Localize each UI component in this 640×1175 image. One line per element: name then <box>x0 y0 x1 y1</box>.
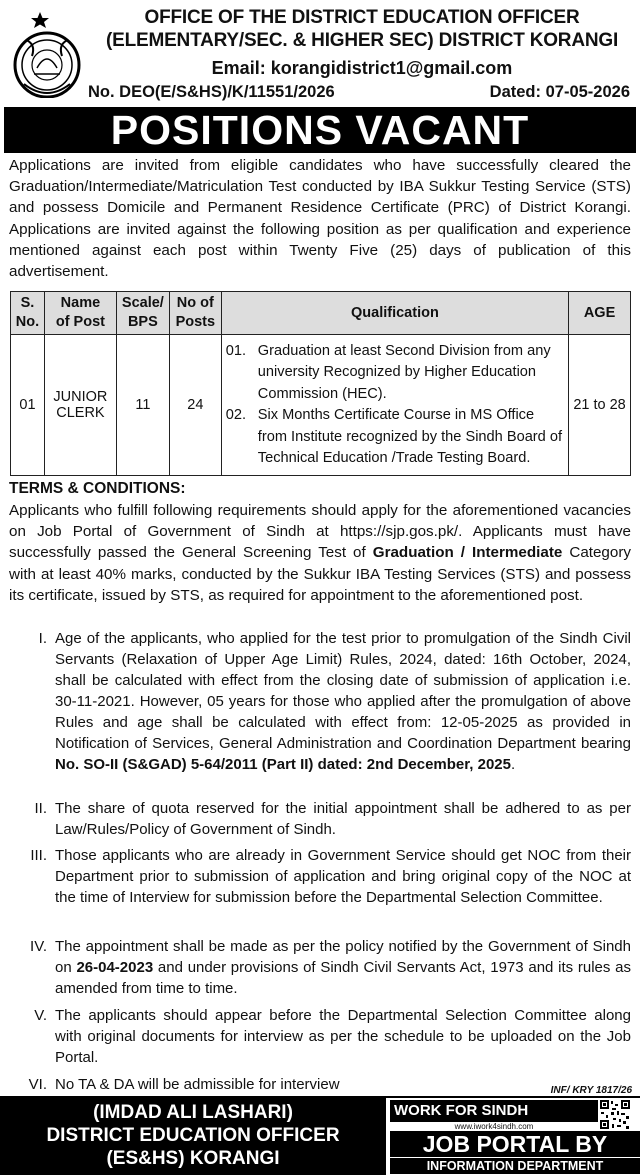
condition-3: III. Those applicants who are already in Government Service should get NOC from their Department prior to submission of application and bring original copy of the NOC at the time of Interview for submission before the Departmental Selection Committee. <box>30 847 631 906</box>
qualification-num-1: 01. <box>225 342 247 359</box>
portal-department: INFORMATION DEPARTMENT <box>390 1158 640 1174</box>
qualification-1: Graduation at least Second Division from any university Recognized by Higher Education Commission (HEC). <box>257 342 551 402</box>
table-header-row <box>11 292 631 335</box>
qualification-2: Six Months Certificate Course in MS Office from Institute recognized by the Sindh Board of Technical Education /Trade Testing Board. <box>257 407 563 466</box>
col-header-posts: No of Posts <box>169 292 221 335</box>
condition-2: II. The share of quota reserved for the initial appointment shall be adhered to as per Law/Rules/Policy of Government of Sindh. <box>34 800 631 838</box>
cell-post-name: JUNIOR CLERK <box>44 335 116 476</box>
office-title-line1: OFFICE OF THE DISTRICT EDUCATION OFFICER <box>144 7 580 28</box>
government-seal-logo <box>8 10 86 98</box>
cell-sno: 01 <box>11 335 45 476</box>
condition-6: VI. No TA & DA will be admissible for interview <box>28 1076 340 1093</box>
qr-code-icon <box>599 1099 631 1130</box>
letterhead <box>0 0 640 104</box>
signatory-title: DISTRICT EDUCATION OFFICER <box>46 1125 340 1146</box>
terms-paragraph: Applicants who fulfill following requirements should apply for the aforementioned vacancies on Job Portal of Government of Sindh at https://sjp.gos.pk/. Applicants must have successfully passed the General Screening Test of Graduation / Intermediate Category with at least 40% marks, conducted by the Sukkur IBA Testing Services (STS) and possess its certificate, issued by STS, as required for appointment to the aforementioned post. <box>9 502 631 604</box>
col-header-qualification: Qualification <box>221 292 568 335</box>
signatory-office: (ES&HS) KORANGI <box>106 1148 280 1169</box>
table-row <box>11 335 631 476</box>
cell-qualification <box>221 335 568 476</box>
positions-vacant-banner: POSITIONS VACANT <box>4 107 636 153</box>
portal-brand: WORK FOR SINDH <box>390 1100 598 1122</box>
inf-reference: INF/ KRY 1817/26 <box>550 1085 632 1096</box>
portal-tagline: JOB PORTAL BY <box>390 1131 640 1157</box>
signatory-name: (IMDAD ALI LASHARI) <box>93 1102 293 1123</box>
col-header-name: Name of Post <box>44 292 116 335</box>
col-header-age: AGE <box>569 292 631 335</box>
condition-4: IV. The appointment shall be made as per the policy notified by the Government of Sindh on 26-04-2023 and under provisions of Sindh Civil Servants Act, 1973 and its rules as amended from time to time. <box>30 938 631 997</box>
condition-1: I. Age of the applicants, who applied for the test prior to promulgation of the Sindh Civil Servants (Relaxation of Upper Age Limit) Rules, 2024, dated: 16th October, 2024, shall be calculated with effect from the closing date of submission of application i.e. 30-11-2021. However, 05 years for those who applied after the promulgation of above Rules and age shall be calculated with effect from: 12-05-2025 as provided in Notification of Services, General Administration and Coordination Department bearing No. SO-II (S&GAD) 5-64/2011 (Part II) dated: 2nd December, 2025. <box>38 630 631 773</box>
col-header-scale: Scale/ BPS <box>116 292 169 335</box>
qualification-num-2: 02. <box>225 407 247 423</box>
terms-heading: TERMS & CONDITIONS: <box>9 480 186 497</box>
positions-table <box>10 291 631 476</box>
signature-block <box>0 1098 386 1175</box>
col-header-sno: S. No. <box>11 292 45 335</box>
condition-5: V. The applicants should appear before the Departmental Selection Committee along with original documents for interview as per the schedule to be uploaded on the Job Portal. <box>34 1007 631 1066</box>
office-title-line2: (ELEMENTARY/SEC. & HIGHER SEC) DISTRICT KORANGI <box>105 30 619 51</box>
reference-number: No. DEO(E/S&HS)/K/11551/2026 <box>88 83 335 101</box>
cell-scale: 11 <box>116 335 169 476</box>
office-email: Email: korangidistrict1@gmail.com <box>211 58 513 78</box>
intro-paragraph: Applications are invited from eligible candidates who have successfully cleared the Graduation/Intermediate/Matriculation Test conducted by IBA Sukkur Testing Service (STS) and possess Domicile and Permanent Residence Certificate (PRC) of District Korangi. Applications are invited against the following position as per qualification and experience mentioned against each post within Twenty Five (25) days of publication of this advertisement. <box>9 157 631 281</box>
date: Dated: 07-05-2026 <box>489 83 630 101</box>
job-portal-ad <box>390 1098 640 1175</box>
cell-posts: 24 <box>169 335 221 476</box>
portal-url: www.iwork4sindh.com <box>454 1122 534 1131</box>
cell-age: 21 to 28 <box>569 335 631 476</box>
